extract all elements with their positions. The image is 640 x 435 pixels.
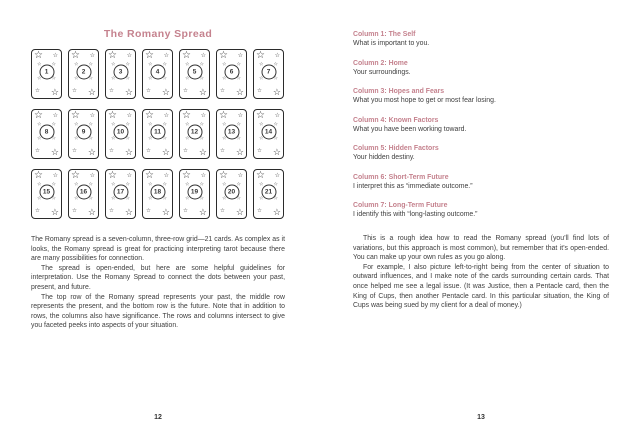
column-heading: Column 5: Hidden Factors: [353, 145, 439, 152]
star-icon: ☆: [125, 121, 130, 128]
star-icon: ☆: [256, 50, 265, 61]
star-icon: ☆: [109, 207, 114, 214]
column-guide: [353, 201, 609, 219]
tarot-card: [142, 109, 173, 159]
column-guide: [353, 173, 609, 191]
card-number: 19: [190, 188, 199, 196]
page-number-left: 12: [154, 414, 162, 421]
star-icon: ☆: [124, 147, 133, 157]
card-number-circle: [37, 121, 56, 142]
star-icon: ☆: [109, 147, 114, 154]
left-page-body: [31, 235, 285, 331]
card-number-circle: [74, 61, 93, 82]
tarot-card: [31, 49, 62, 99]
card-number-circle: [185, 181, 204, 202]
star-icon: ☆: [272, 207, 281, 217]
star-icon: ☆: [185, 135, 190, 142]
star-icon: ☆: [87, 147, 96, 157]
star-icon: ☆: [236, 181, 241, 188]
star-icon: ☆: [74, 61, 79, 68]
card-number: 9: [81, 128, 86, 136]
card-number: 3: [118, 68, 123, 76]
column-heading: Column 3: Hopes and Fears: [353, 88, 445, 95]
star-icon: ☆: [34, 170, 43, 181]
star-icon: ☆: [145, 110, 154, 121]
star-icon: ☆: [273, 181, 278, 188]
star-icon: ☆: [125, 61, 130, 68]
star-icon: ☆: [185, 195, 190, 202]
card-number: 14: [264, 128, 273, 136]
star-icon: ☆: [222, 121, 227, 128]
star-icon: ☆: [199, 135, 204, 142]
card-number-circle: [37, 181, 56, 202]
star-icon: ☆: [185, 75, 190, 82]
card-number: 20: [227, 188, 236, 196]
star-icon: ☆: [89, 173, 95, 179]
page-title: The Romany Spread: [103, 28, 213, 40]
card-number-circle: [148, 181, 167, 202]
card-number-circle: [74, 121, 93, 142]
star-icon: ☆: [74, 135, 79, 142]
star-icon: ☆: [146, 147, 151, 154]
star-icon: ☆: [50, 87, 59, 97]
star-icon: ☆: [162, 61, 167, 68]
star-icon: ☆: [89, 53, 95, 59]
column-heading: Column 1: The Self: [353, 31, 416, 38]
column-guide: [353, 116, 609, 134]
card-number-circle: [222, 181, 241, 202]
star-icon: ☆: [219, 110, 228, 121]
star-icon: ☆: [162, 121, 167, 128]
star-icon: ☆: [235, 87, 244, 97]
star-icon: ☆: [257, 87, 262, 94]
star-icon: ☆: [220, 87, 225, 94]
star-icon: ☆: [124, 87, 133, 97]
star-icon: ☆: [148, 195, 153, 202]
column-description: Your hidden destiny.: [353, 154, 415, 161]
star-icon: ☆: [71, 110, 80, 121]
star-icon: ☆: [88, 61, 93, 68]
star-icon: ☆: [237, 53, 243, 59]
star-icon: ☆: [111, 61, 116, 68]
star-icon: ☆: [111, 195, 116, 202]
star-icon: ☆: [108, 50, 117, 61]
card-number-circle: [185, 121, 204, 142]
star-icon: ☆: [236, 195, 241, 202]
star-icon: ☆: [256, 110, 265, 121]
card-number: 21: [264, 188, 273, 196]
card-number: 4: [155, 68, 160, 76]
star-icon: ☆: [88, 135, 93, 142]
column-guide: [353, 87, 609, 105]
tarot-card: [216, 49, 247, 99]
star-icon: ☆: [52, 173, 58, 179]
card-number: 16: [79, 188, 88, 196]
star-icon: ☆: [37, 195, 42, 202]
star-icon: ☆: [51, 181, 56, 188]
tarot-card: [105, 49, 136, 99]
star-icon: ☆: [161, 87, 170, 97]
star-icon: ☆: [111, 181, 116, 188]
star-icon: ☆: [148, 75, 153, 82]
star-icon: ☆: [236, 121, 241, 128]
star-icon: ☆: [259, 181, 264, 188]
tarot-card: [179, 49, 210, 99]
tarot-card-grid: [31, 49, 285, 219]
star-icon: ☆: [88, 181, 93, 188]
star-icon: ☆: [89, 113, 95, 119]
star-icon: ☆: [52, 113, 58, 119]
star-icon: ☆: [125, 181, 130, 188]
paragraph: This is a rough idea how to read the Romany spread (you’ll find lots of variations, but this approach is most common), but remember that it’s open-ended. You can make up your own rules as you go along.: [353, 235, 609, 262]
star-icon: ☆: [71, 50, 80, 61]
column-description: What you have been working toward.: [353, 125, 467, 133]
star-icon: ☆: [182, 170, 191, 181]
star-icon: ☆: [237, 173, 243, 179]
column-description: Your surroundings.: [353, 68, 411, 76]
card-number-circle: [222, 121, 241, 142]
paragraph: The top row of the Romany spread represents your past, the middle row represents the present, and the bottom row is the future. Note that in addition to rows, the columns also have significance. The rows and columns intersect to give you faceted peeks into aspects of your situation.: [31, 293, 285, 330]
star-icon: ☆: [37, 121, 42, 128]
star-icon: ☆: [71, 170, 80, 181]
star-icon: ☆: [125, 75, 130, 82]
star-icon: ☆: [162, 135, 167, 142]
star-icon: ☆: [51, 135, 56, 142]
star-icon: ☆: [237, 113, 243, 119]
star-icon: ☆: [161, 207, 170, 217]
star-icon: ☆: [162, 181, 167, 188]
star-icon: ☆: [259, 121, 264, 128]
star-icon: ☆: [200, 53, 206, 59]
column-guide: [353, 59, 609, 77]
star-icon: ☆: [124, 207, 133, 217]
star-icon: ☆: [35, 207, 40, 214]
star-icon: ☆: [161, 147, 170, 157]
tarot-card: [179, 169, 210, 219]
star-icon: ☆: [88, 195, 93, 202]
star-icon: ☆: [125, 135, 130, 142]
star-icon: ☆: [272, 147, 281, 157]
card-number: 15: [42, 188, 51, 196]
star-icon: ☆: [222, 135, 227, 142]
star-icon: ☆: [199, 61, 204, 68]
star-icon: ☆: [219, 50, 228, 61]
star-icon: ☆: [74, 75, 79, 82]
card-number: 17: [116, 188, 125, 196]
card-number: 8: [44, 128, 49, 136]
star-icon: ☆: [256, 170, 265, 181]
star-icon: ☆: [126, 53, 132, 59]
paragraph: The spread is open-ended, but here are some helpful guidelines for interpretation. Use the Romany Spread to connect the dots between your past, present, and future.: [31, 264, 285, 291]
card-number-circle: [37, 61, 56, 82]
column-heading: Column 6: Short-Term Future: [353, 173, 449, 181]
card-number-circle: [222, 61, 241, 82]
tarot-card: [216, 109, 247, 159]
star-icon: ☆: [236, 135, 241, 142]
star-icon: ☆: [51, 195, 56, 202]
star-icon: ☆: [222, 181, 227, 188]
column-description: What you most hope to get or most fear losing.: [353, 97, 496, 104]
star-icon: ☆: [183, 207, 188, 214]
star-icon: ☆: [125, 195, 130, 202]
star-icon: ☆: [52, 53, 58, 59]
tarot-card: [105, 109, 136, 159]
card-number: 7: [266, 68, 271, 76]
star-icon: ☆: [51, 61, 56, 68]
column-guide-list: [353, 30, 609, 219]
star-icon: ☆: [199, 121, 204, 128]
star-icon: ☆: [219, 170, 228, 181]
star-icon: ☆: [148, 135, 153, 142]
column-heading: Column 4: Known Factors: [353, 116, 439, 124]
star-icon: ☆: [200, 173, 206, 179]
star-icon: ☆: [182, 50, 191, 61]
star-icon: ☆: [148, 181, 153, 188]
card-number-circle: [185, 61, 204, 82]
star-icon: ☆: [88, 75, 93, 82]
star-icon: ☆: [272, 87, 281, 97]
star-icon: ☆: [220, 147, 225, 154]
star-icon: ☆: [108, 110, 117, 121]
star-icon: ☆: [273, 61, 278, 68]
star-icon: ☆: [259, 195, 264, 202]
star-icon: ☆: [235, 147, 244, 157]
star-icon: ☆: [236, 61, 241, 68]
paragraph: For example, I also picture left-to-right being from the center of situation to outward influences, and I make note of the cards surrounding certain cards. That once helped me see a legal issue. (It was Justice, then a Pentacle card, then the King of Cups, then another Pentacle card. In this particular situation, the King of Cups was being sued by my client for a deal of money.): [353, 263, 609, 310]
page-left: [31, 0, 285, 435]
star-icon: ☆: [183, 87, 188, 94]
star-icon: ☆: [236, 75, 241, 82]
star-icon: ☆: [259, 135, 264, 142]
star-icon: ☆: [200, 113, 206, 119]
column-description: What is important to you.: [353, 40, 430, 47]
tarot-card: [179, 109, 210, 159]
star-icon: ☆: [72, 87, 77, 94]
star-icon: ☆: [148, 61, 153, 68]
star-icon: ☆: [74, 195, 79, 202]
star-icon: ☆: [259, 61, 264, 68]
tarot-card: [142, 49, 173, 99]
paragraph: The Romany spread is a seven-column, three-row grid—21 cards. As complex as it looks, the Romany spread is great for practicing interpreting tarot because there are many possibilities for connection.: [31, 236, 285, 263]
star-icon: ☆: [145, 170, 154, 181]
star-icon: ☆: [183, 147, 188, 154]
star-icon: ☆: [163, 113, 169, 119]
star-icon: ☆: [37, 135, 42, 142]
star-icon: ☆: [111, 135, 116, 142]
tarot-card: [216, 169, 247, 219]
card-number: 2: [81, 68, 86, 76]
star-icon: ☆: [148, 121, 153, 128]
column-description: I interpret this as “immediate outcome.”: [353, 182, 473, 190]
star-icon: ☆: [182, 110, 191, 121]
star-icon: ☆: [199, 75, 204, 82]
star-icon: ☆: [34, 50, 43, 61]
tarot-card: [105, 169, 136, 219]
star-icon: ☆: [185, 121, 190, 128]
star-icon: ☆: [51, 121, 56, 128]
star-icon: ☆: [222, 195, 227, 202]
star-icon: ☆: [273, 121, 278, 128]
star-icon: ☆: [185, 61, 190, 68]
star-icon: ☆: [198, 207, 207, 217]
card-number-circle: [259, 121, 278, 142]
card-number: 6: [229, 68, 234, 76]
card-number: 1: [44, 68, 49, 76]
star-icon: ☆: [274, 173, 280, 179]
right-page-body: [353, 234, 609, 311]
tarot-card: [253, 109, 284, 159]
tarot-card: [68, 109, 99, 159]
star-icon: ☆: [220, 207, 225, 214]
star-icon: ☆: [74, 121, 79, 128]
star-icon: ☆: [257, 207, 262, 214]
star-icon: ☆: [37, 75, 42, 82]
card-number: 12: [190, 128, 199, 136]
card-number: 5: [192, 68, 197, 76]
star-icon: ☆: [273, 195, 278, 202]
star-icon: ☆: [108, 170, 117, 181]
tarot-card: [253, 169, 284, 219]
star-icon: ☆: [259, 75, 264, 82]
star-icon: ☆: [34, 110, 43, 121]
star-icon: ☆: [273, 75, 278, 82]
star-icon: ☆: [163, 173, 169, 179]
page-right: [353, 0, 609, 435]
star-icon: ☆: [35, 87, 40, 94]
star-icon: ☆: [37, 61, 42, 68]
page-number-right: 13: [477, 414, 485, 421]
tarot-card: [253, 49, 284, 99]
tarot-card: [31, 169, 62, 219]
column-heading: Column 7: Long-Term Future: [353, 202, 448, 209]
card-number-circle: [111, 121, 130, 142]
star-icon: ☆: [222, 75, 227, 82]
star-icon: ☆: [37, 181, 42, 188]
star-icon: ☆: [273, 135, 278, 142]
card-number-circle: [148, 61, 167, 82]
column-description: I identify this with “long-lasting outcome.”: [353, 211, 478, 218]
column-guide: [353, 144, 609, 162]
star-icon: ☆: [111, 75, 116, 82]
star-icon: ☆: [35, 147, 40, 154]
star-icon: ☆: [87, 87, 96, 97]
tarot-card: [142, 169, 173, 219]
star-icon: ☆: [72, 147, 77, 154]
star-icon: ☆: [199, 181, 204, 188]
star-icon: ☆: [274, 53, 280, 59]
star-icon: ☆: [88, 121, 93, 128]
star-icon: ☆: [145, 50, 154, 61]
column-heading: Column 2: Home: [353, 59, 408, 67]
star-icon: ☆: [87, 207, 96, 217]
card-number-circle: [111, 181, 130, 202]
star-icon: ☆: [74, 181, 79, 188]
star-icon: ☆: [126, 173, 132, 179]
tarot-card: [68, 169, 99, 219]
star-icon: ☆: [198, 147, 207, 157]
card-number-circle: [111, 61, 130, 82]
card-number-circle: [148, 121, 167, 142]
card-number-circle: [74, 181, 93, 202]
star-icon: ☆: [126, 113, 132, 119]
star-icon: ☆: [146, 207, 151, 214]
star-icon: ☆: [274, 113, 280, 119]
star-icon: ☆: [235, 207, 244, 217]
card-number-circle: [259, 61, 278, 82]
star-icon: ☆: [162, 195, 167, 202]
star-icon: ☆: [50, 147, 59, 157]
star-icon: ☆: [72, 207, 77, 214]
card-number: 18: [153, 188, 162, 196]
card-number-circle: [259, 181, 278, 202]
tarot-card: [31, 109, 62, 159]
star-icon: ☆: [163, 53, 169, 59]
star-icon: ☆: [51, 75, 56, 82]
star-icon: ☆: [198, 87, 207, 97]
star-icon: ☆: [146, 87, 151, 94]
star-icon: ☆: [185, 181, 190, 188]
star-icon: ☆: [109, 87, 114, 94]
card-number: 10: [116, 128, 125, 136]
star-icon: ☆: [50, 207, 59, 217]
card-number: 11: [154, 128, 161, 136]
star-icon: ☆: [162, 75, 167, 82]
star-icon: ☆: [222, 61, 227, 68]
column-guide: [353, 30, 609, 48]
card-number: 13: [227, 128, 236, 136]
tarot-card: [68, 49, 99, 99]
star-icon: ☆: [257, 147, 262, 154]
star-icon: ☆: [111, 121, 116, 128]
star-icon: ☆: [199, 195, 204, 202]
